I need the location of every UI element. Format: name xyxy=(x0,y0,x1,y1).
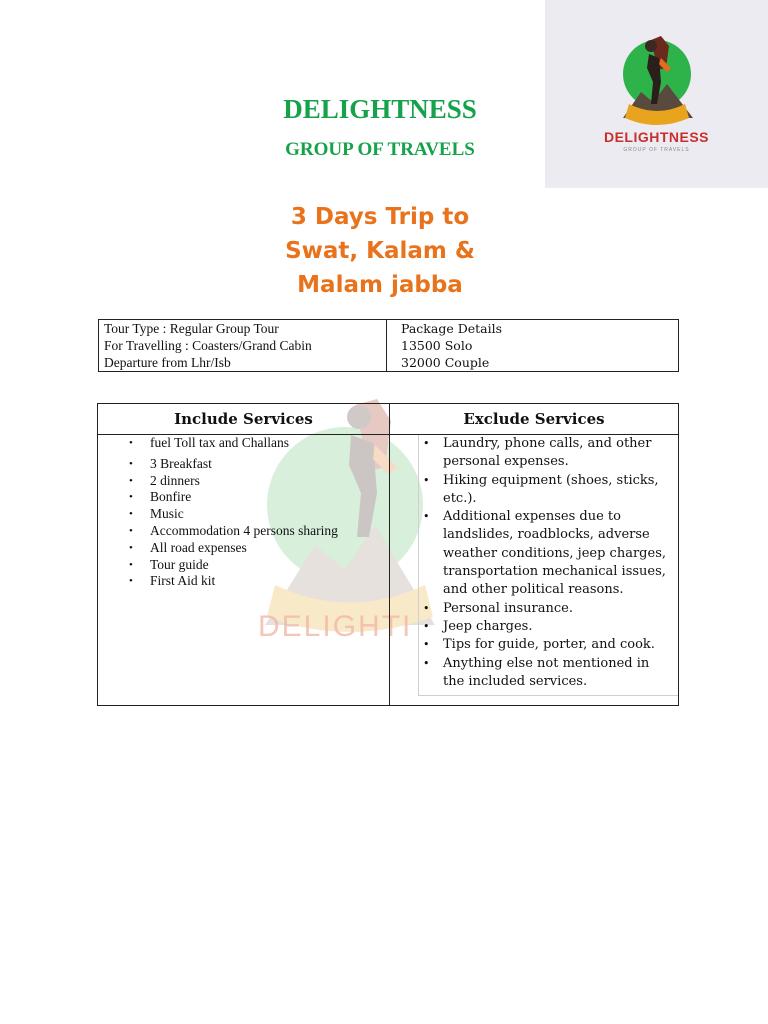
list-item: • Additional expenses due to landslides, roadblocks, adverse weather conditions, jeep charges, transportation mechanical issues, and other political reasons. xyxy=(443,508,678,599)
brand-title: DELIGHTNESS xyxy=(283,94,477,124)
watermark-text: DELIGHTI xyxy=(258,610,413,643)
list-item: • Anything else not mentioned in the included services. xyxy=(443,655,678,692)
hiker-logo-icon xyxy=(545,0,768,188)
trip-title-line: 3 Days Trip to xyxy=(290,204,470,230)
departure: Departure from Lhr/Isb xyxy=(104,355,231,370)
tour-type: Tour Type : Regular Group Tour xyxy=(104,321,279,336)
list-item: • 3 Breakfast xyxy=(150,456,389,473)
trip-title-line: Malam jabba xyxy=(297,272,463,298)
list-item: • Tour guide xyxy=(150,557,389,574)
tour-info-cell xyxy=(99,320,387,372)
list-item: • Accommodation 4 persons sharing xyxy=(150,523,389,540)
exclude-box xyxy=(418,435,678,696)
list-item: • Bonfire xyxy=(150,489,389,506)
list-item: • fuel Toll tax and Challans xyxy=(150,435,389,452)
exclude-header: Exclude Services xyxy=(390,404,679,435)
list-item: • Jeep charges. xyxy=(443,618,678,636)
price-couple: 32000 Couple xyxy=(401,355,490,370)
list-item: • Hiking equipment (shoes, sticks, etc.). xyxy=(443,472,678,509)
list-item: • Laundry, phone calls, and other personal expenses. xyxy=(443,435,678,472)
trip-title-line: Swat, Kalam & xyxy=(285,238,475,264)
include-header: Include Services xyxy=(98,404,390,435)
include-cell xyxy=(98,435,390,706)
services-table xyxy=(97,403,679,706)
travel-mode: For Travelling : Coasters/Grand Cabin xyxy=(104,338,312,353)
list-item: • Personal insurance. xyxy=(443,600,678,618)
logo-tagline: GROUP OF TRAVELS xyxy=(623,147,690,153)
logo-wordmark: DELIGHTNESS xyxy=(603,129,710,145)
price-solo: 13500 Solo xyxy=(401,338,473,353)
exclude-list xyxy=(419,435,678,691)
list-item: • Music xyxy=(150,506,389,523)
package-heading: Package Details xyxy=(401,321,503,336)
trip-title xyxy=(230,200,530,302)
brand-subtitle: GROUP OF TRAVELS xyxy=(285,139,475,160)
list-item: • First Aid kit xyxy=(150,573,389,590)
list-item: • 2 dinners xyxy=(150,473,389,490)
list-item: • All road expenses xyxy=(150,540,389,557)
include-list xyxy=(98,435,389,590)
tour-info-table xyxy=(98,319,679,372)
list-item: • Tips for guide, porter, and cook. xyxy=(443,636,678,654)
exclude-cell xyxy=(390,435,679,706)
package-cell xyxy=(387,320,679,372)
logo xyxy=(545,0,768,188)
